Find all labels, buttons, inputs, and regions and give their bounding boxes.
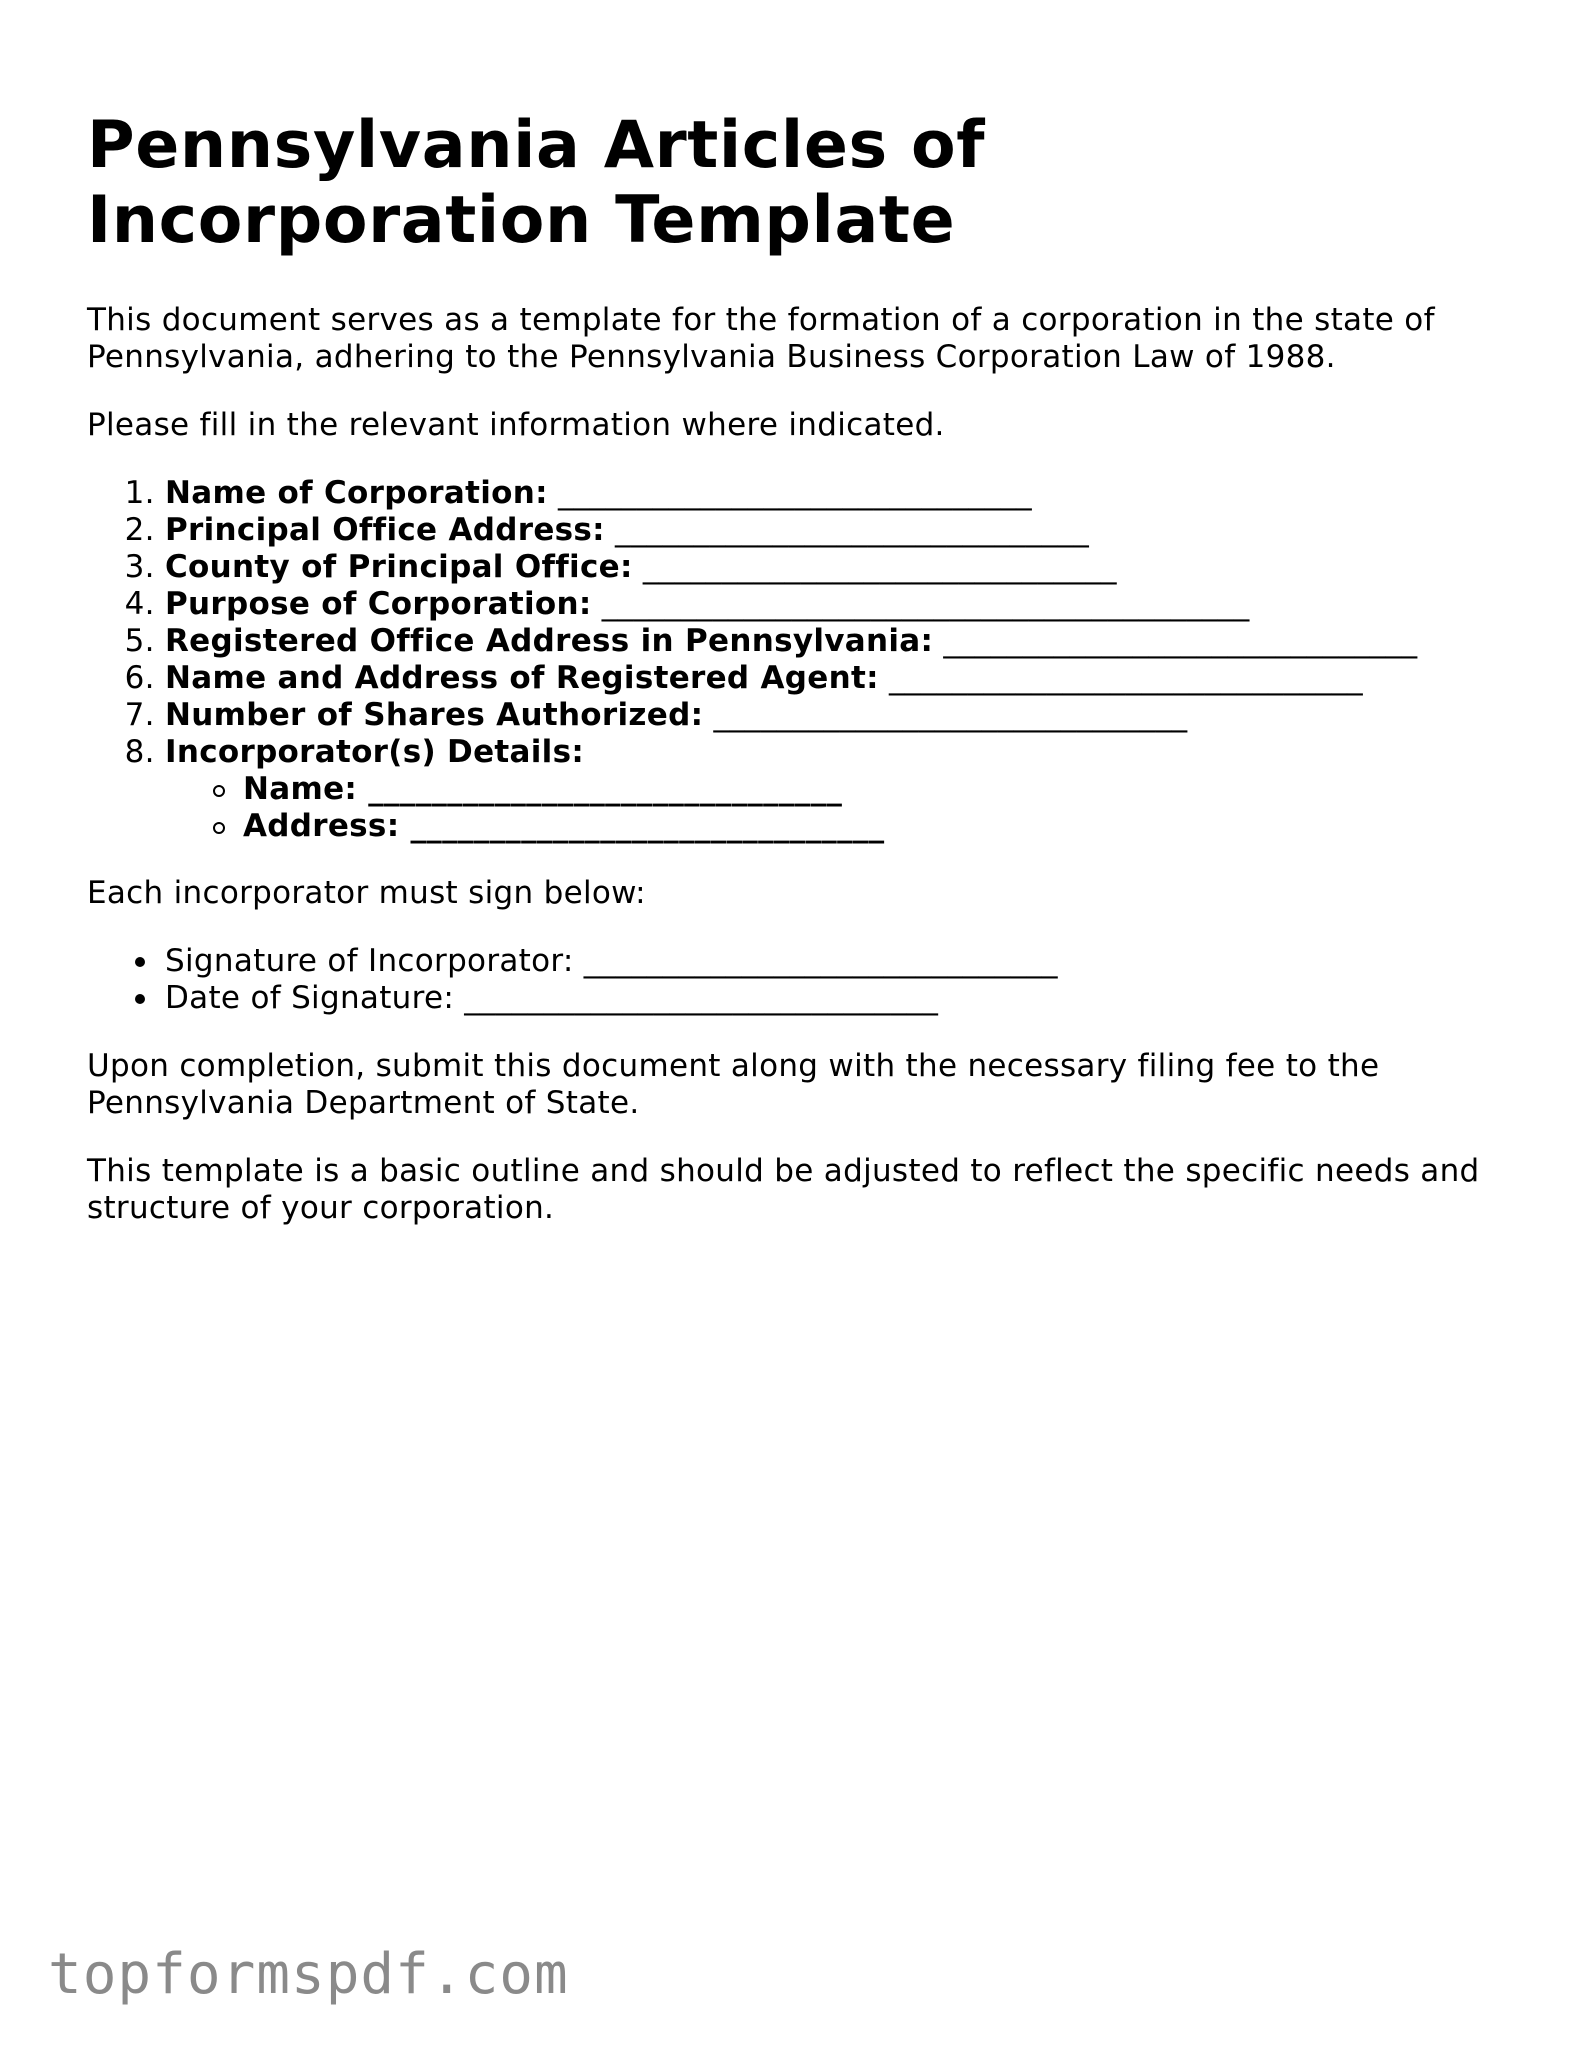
field-blank[interactable]: ______________________________ — [642, 549, 1117, 585]
field-blank[interactable]: _________________________________________ — [601, 586, 1250, 622]
field-item-registered-office — [165, 623, 1507, 660]
field-item-corporation-name — [165, 475, 1507, 512]
subfield-label: Address: — [243, 808, 400, 844]
signature-label: Signature of Incorporator: — [165, 943, 574, 979]
field-label: Registered Office Address in Pennsylvania: — [165, 623, 934, 659]
field-label: Name and Address of Registered Agent: — [165, 660, 879, 696]
subfield-blank[interactable]: ______________________________ — [410, 808, 885, 844]
fields-list — [87, 475, 1507, 845]
field-item-principal-office-address — [165, 512, 1507, 549]
signature-item-date — [165, 980, 1507, 1017]
field-blank[interactable]: ______________________________ — [713, 697, 1188, 733]
field-item-purpose — [165, 586, 1507, 623]
submission-note: Upon completion, submit this document along with the necessary filing fee to the Pennsylvania Department of State. — [87, 1048, 1380, 1121]
subfield-label: Name: — [243, 771, 358, 807]
field-blank[interactable]: ______________________________ — [615, 512, 1090, 548]
field-item-shares-authorized — [165, 697, 1507, 734]
signature-blank[interactable]: ______________________________ — [583, 943, 1058, 979]
signature-list — [87, 943, 1507, 1017]
field-label: Name of Corporation: — [165, 475, 548, 511]
signature-label: Date of Signature: — [165, 980, 455, 1016]
document-title: Pennsylvania Articles of Incorporation Template — [87, 108, 986, 258]
document-page — [87, 108, 1507, 1258]
field-blank[interactable]: ______________________________ — [557, 475, 1032, 511]
instruction-paragraph: Please fill in the relevant information where indicated. — [87, 407, 945, 443]
field-item-incorporator-details — [165, 734, 1507, 845]
field-label: Purpose of Corporation: — [165, 586, 592, 622]
watermark: topformspdf.com — [48, 1942, 569, 2007]
field-label: Incorporator(s) Details: — [165, 734, 585, 770]
field-label: Principal Office Address: — [165, 512, 605, 548]
field-blank[interactable]: ______________________________ — [943, 623, 1418, 659]
subfield-blank[interactable]: ______________________________ — [368, 771, 843, 807]
field-label: Number of Shares Authorized: — [165, 697, 704, 733]
field-item-registered-agent — [165, 660, 1507, 697]
signature-blank[interactable]: ______________________________ — [464, 980, 939, 1016]
subfield-item-address — [243, 808, 1507, 845]
field-label: County of Principal Office: — [165, 549, 633, 585]
sign-instruction: Each incorporator must sign below: — [87, 875, 646, 911]
signature-item-signature — [165, 943, 1507, 980]
field-blank[interactable]: ______________________________ — [888, 660, 1363, 696]
incorporator-sublist — [165, 771, 1507, 845]
subfield-item-name — [243, 771, 1507, 808]
field-item-county — [165, 549, 1507, 586]
intro-paragraph: This document serves as a template for the formation of a corporation in the state of Pennsylvania, adhering to the Pennsylvania Business Corporation Law of 1988. — [87, 302, 1435, 375]
closing-note: This template is a basic outline and should be adjusted to reflect the specific needs and structure of your corporation. — [87, 1153, 1480, 1226]
